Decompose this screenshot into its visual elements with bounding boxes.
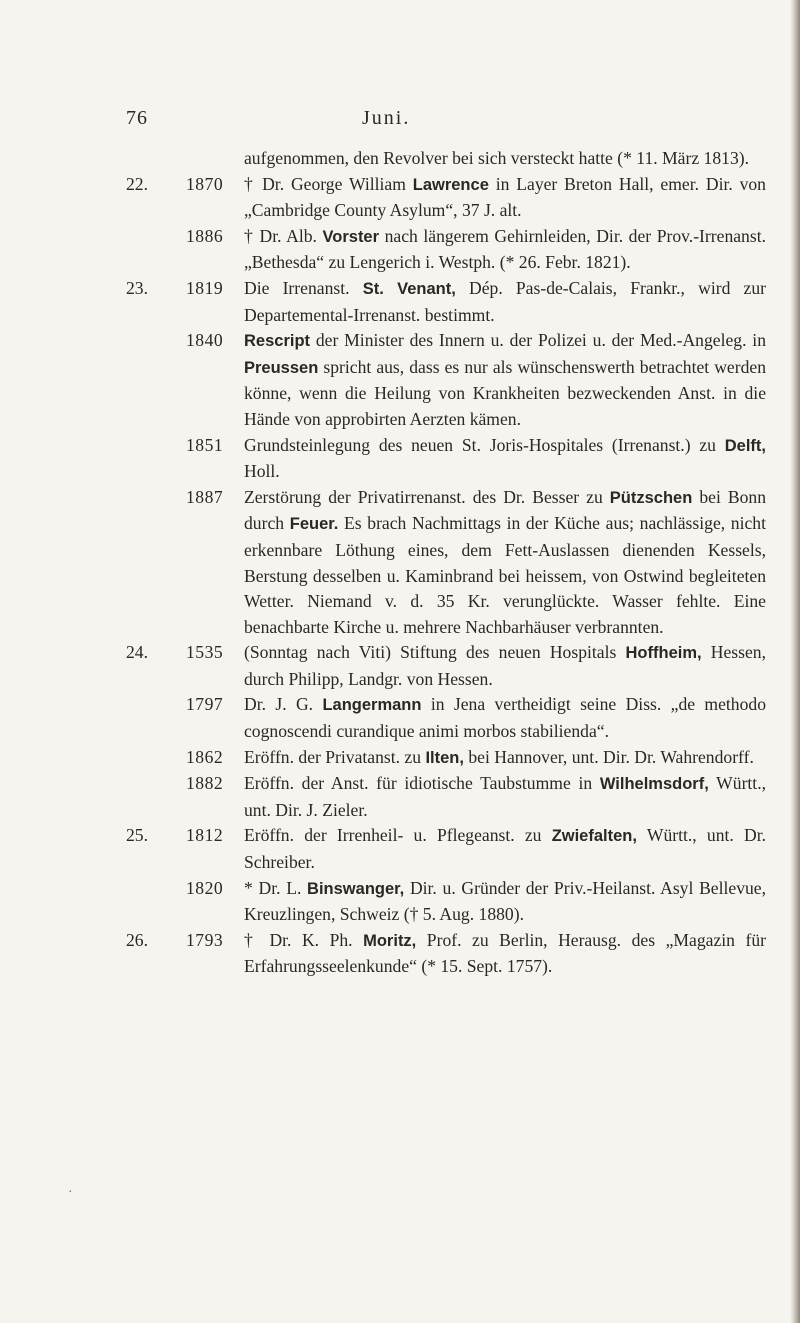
entry-text-run: in Layer Breton Hall, emer. Dir. von „Cambridge County Asylum“, 37 J. alt. (244, 173, 766, 221)
entry-text-run: * Dr. L. (244, 877, 308, 898)
entry-year: 1797 (186, 694, 224, 715)
chronicle-entry (126, 745, 766, 772)
entry-year: 1862 (186, 746, 224, 767)
entry-text (244, 876, 766, 928)
entry-keyword: Wilhelmsdorf, (599, 775, 709, 794)
entry-text-run: Die Irrenanst. (244, 277, 363, 298)
entry-keyword: Preussen (244, 358, 319, 377)
entry-year: 1840 (186, 330, 224, 351)
entry-day: 24. (126, 642, 148, 663)
entry-year: 1820 (186, 877, 224, 898)
page-header (126, 107, 746, 137)
entry-text-run: Zerstörung der Privatirrenanst. des Dr. Besser zu (244, 486, 610, 507)
entry-year: 1886 (186, 225, 224, 246)
entry-text (244, 745, 766, 772)
entry-text-run: † Dr. Alb. (244, 225, 323, 246)
chronicle-entry (126, 823, 766, 875)
entry-text-run: der Minister des Innern u. der Polizei u. der Med.-Angeleg. in (310, 330, 766, 351)
entry-keyword: Ilten, (425, 748, 464, 767)
chronicle-entry (126, 146, 766, 172)
entry-year: 1793 (186, 929, 224, 950)
entry-text-run: Es brach Nachmittags in der Küche aus; nachlässige, nicht erkennbare Löthung eines, dem Fett-Auslassen dienenden Kessels, Berstung desselben u. Kaminbrand bei heissem, von Ostwind begleiteten Wetter. Niemand v. d. 35 Kr. verunglückte. Wasser fehlte. Eine benachbarte Kirche u. mehrere Nachbarhäuser verbrannten. (244, 513, 766, 637)
chronicle-entry (126, 692, 766, 744)
entry-text (244, 146, 766, 172)
entry-text-run: Dr. J. G. (244, 694, 323, 715)
entry-text-run: bei Hannover, unt. Dir. Dr. Wahrendorff. (463, 746, 754, 767)
running-title: Juni. (362, 107, 411, 129)
entry-text (244, 928, 766, 980)
entry-text-run: bei Bonn durch (244, 486, 766, 534)
chronicle-entry (126, 771, 766, 823)
entry-text-run: Grundsteinlegung des neuen St. Joris-Hospitales (Irrenanst.) zu (244, 434, 725, 455)
entry-year: 1870 (186, 173, 224, 194)
entry-text-run: Holl. (244, 461, 280, 482)
entry-year: 1812 (186, 825, 224, 846)
entry-text (244, 433, 766, 485)
entry-year: 1887 (186, 486, 224, 507)
entry-text-run: Dép. Pas-de-Calais, Frankr., wird zur Departemental-Irrenanst. bestimmt. (244, 277, 767, 325)
entry-keyword: Pützschen (609, 488, 693, 507)
entry-keyword: Vorster (322, 227, 380, 246)
entry-text-run: Prof. zu Berlin, Herausg. des „Magazin für Erfahrungsseelenkunde“ (* 15. Sept. 1757). (244, 929, 766, 977)
margin-dot: · (68, 1185, 73, 1200)
entry-text (244, 276, 766, 328)
chronicle-entry (126, 328, 766, 432)
entry-text-run: Württ., unt. Dir. J. Zieler. (244, 773, 766, 820)
entry-keyword: Binswanger, (307, 879, 405, 898)
entry-year: 1882 (186, 773, 224, 794)
chronicle-entry (126, 224, 766, 276)
entry-year: 1535 (186, 642, 224, 663)
entry-text-run: † Dr. K. Ph. (244, 929, 364, 950)
chronicle-entry (126, 433, 766, 485)
entry-text-run: Eröffn. der Privatanst. zu (244, 746, 426, 767)
entry-text-run: † Dr. George William (244, 173, 413, 194)
entry-text (244, 224, 766, 276)
entry-keyword: Zwiefalten, (551, 827, 637, 846)
entry-day: 23. (126, 277, 148, 298)
entry-text-run: Eröffn. der Anst. für idiotische Taubstumme in (244, 773, 600, 794)
entry-text-run: aufgenommen, den Revolver bei sich versteckt hatte (* 11. März 1813). (244, 148, 750, 168)
chronicle-entry (126, 485, 766, 641)
entry-day: 25. (126, 825, 148, 846)
entry-text (244, 328, 766, 432)
entry-day: 26. (126, 929, 148, 950)
entry-text-run: Hessen, durch Philipp, Landgr. von Hessen. (244, 642, 766, 689)
entry-text (244, 485, 766, 641)
entry-text-run: Württ., unt. Dr. Schreiber. (244, 825, 766, 873)
chronicle-entry (126, 928, 766, 980)
entry-keyword: St. Venant, (362, 279, 456, 298)
entry-text (244, 823, 766, 875)
entry-keyword: Rescript (244, 332, 311, 351)
entry-keyword: Langermann (322, 696, 422, 715)
entry-keyword: Moritz, (363, 931, 417, 950)
entry-text-run: in Jena vertheidigt seine Diss. „de methodo cognoscendi curandique animi morbos stabilienda“. (244, 694, 766, 742)
page-number: 76 (126, 107, 148, 129)
entry-keyword: Hoffheim, (625, 644, 702, 663)
chronicle-entries (126, 146, 766, 980)
entry-text (244, 692, 766, 744)
entry-text-run: nach längerem Gehirnleiden, Dir. der Prov.-Irrenanst. „Bethesda“ zu Lengerich i. Westph. (* 26. Febr. 1821). (244, 225, 766, 273)
entry-text-run: Eröffn. der Irrenheil- u. Pflegeanst. zu (244, 825, 552, 846)
entry-text (244, 172, 766, 224)
entry-text-run: spricht aus, dass es nur als wünschenswerth betrachtet werden könne, wenn die Heilung von Krankheiten bezweckenden Anst. in die Hände von approbirten Aerzten kämen. (244, 356, 766, 429)
chronicle-entry (126, 640, 766, 692)
entry-keyword: Delft, (724, 436, 766, 455)
chronicle-entry (126, 172, 766, 224)
entry-text-run: (Sonntag nach Viti) Stiftung des neuen Hospitals (244, 642, 626, 663)
entry-keyword: Lawrence (412, 175, 489, 194)
page-edge-shadow (790, 0, 800, 1323)
chronicle-entry (126, 876, 766, 928)
entry-keyword: Feuer. (289, 515, 339, 534)
chronicle-entry (126, 276, 766, 328)
entry-text (244, 771, 766, 823)
entry-text (244, 640, 766, 692)
entry-text-run: Dir. u. Gründer der Priv.-Heilanst. Asyl Bellevue, Kreuzlingen, Schweiz († 5. Aug. 1880). (244, 877, 766, 925)
entry-year: 1819 (186, 277, 224, 298)
entry-year: 1851 (186, 434, 224, 455)
entry-day: 22. (126, 173, 148, 194)
